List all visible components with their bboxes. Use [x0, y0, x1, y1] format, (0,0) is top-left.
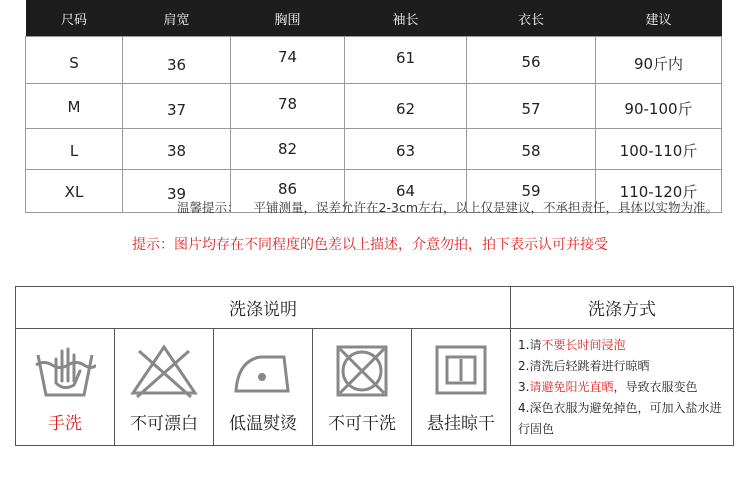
- wash-step-2: [518, 356, 730, 377]
- wash-method-title: 洗涤方式: [511, 287, 733, 329]
- care-instructions-title: 洗涤说明: [16, 287, 511, 329]
- sleeve-cell: 63: [345, 129, 467, 170]
- length-cell: 58: [467, 129, 596, 170]
- wash-step-1: [518, 335, 730, 356]
- table-row: [26, 37, 722, 84]
- size-cell: L: [26, 129, 123, 170]
- header-chest: 胸围: [231, 0, 345, 37]
- size-table-header: [26, 0, 722, 37]
- suggestion-cell: 90-100斤: [596, 84, 722, 129]
- size-cell: M: [26, 84, 123, 129]
- chest-cell: 86: [231, 170, 345, 213]
- step-text: 1.请: [518, 338, 542, 352]
- no-bleach-label: 不可漂白: [130, 414, 198, 434]
- wash-step-3: [518, 377, 730, 398]
- size-cell: XL: [26, 170, 123, 213]
- header-sleeve: 袖长: [345, 0, 467, 37]
- care-icon-low-iron: [214, 329, 313, 445]
- length-cell: 57: [467, 84, 596, 129]
- step-suffix: ，导致衣服变色: [613, 380, 698, 394]
- step-text: 3.: [518, 380, 530, 394]
- care-instructions-box: [15, 286, 734, 446]
- suggestion-cell: 100-110斤: [596, 129, 722, 170]
- shoulder-cell: 39: [123, 170, 231, 213]
- no-dry-clean-label: 不可干洗: [328, 414, 396, 434]
- note-text: 平铺测量，误差允许在2-3cm左右，以上仅是建议，不承担责任，具体以实物为准。: [253, 200, 718, 215]
- low-iron-label: 低温熨烫: [229, 414, 297, 434]
- note-label: 温馨提示：: [177, 200, 240, 215]
- measurement-note: [0, 198, 718, 216]
- chest-cell: 74: [231, 37, 345, 84]
- suggestion-cell: 90斤内: [596, 37, 722, 84]
- hang-dry-icon: [433, 343, 489, 399]
- header-suggestion: 建议: [596, 0, 722, 37]
- table-row: [26, 84, 722, 129]
- no-bleach-icon: [129, 343, 199, 399]
- step-text: 2.清洗后轻跳着进行晾晒: [518, 359, 650, 373]
- shoulder-cell: 36: [123, 37, 231, 84]
- sleeve-cell: 64: [345, 170, 467, 213]
- shoulder-cell: 37: [123, 84, 231, 129]
- care-icon-hang-dry: [412, 329, 511, 445]
- hand-wash-icon: [34, 343, 96, 401]
- care-icon-no-bleach: [115, 329, 214, 445]
- size-cell: S: [26, 37, 123, 84]
- care-icon-hand-wash: [16, 329, 115, 445]
- length-cell: 56: [467, 37, 596, 84]
- color-difference-warning: 提示：图片均存在不同程度的色差以上描述，介意勿拍，拍下表示认可并接受: [132, 237, 608, 253]
- step-text: 4.深色衣服为避免掉色，可加入盐水进行固色: [518, 401, 722, 436]
- length-cell: 59: [467, 170, 596, 213]
- hand-wash-label: 手洗: [48, 414, 82, 434]
- step-highlight: 不要长时间浸泡: [541, 338, 626, 352]
- size-table: [25, 0, 722, 213]
- chest-cell: 78: [231, 84, 345, 129]
- hang-dry-label: 悬挂晾干: [427, 414, 495, 434]
- shoulder-cell: 38: [123, 129, 231, 170]
- table-row: [26, 129, 722, 170]
- suggestion-cell: 110-120斤: [596, 170, 722, 213]
- header-length: 衣长: [467, 0, 596, 37]
- sleeve-cell: 62: [345, 84, 467, 129]
- chest-cell: 82: [231, 129, 345, 170]
- header-size: 尺码: [26, 0, 123, 37]
- care-icon-no-dry-clean: [313, 329, 412, 445]
- wash-method-steps: [518, 335, 730, 440]
- care-icons-row: [16, 329, 511, 445]
- low-iron-icon: [230, 343, 296, 399]
- wash-step-4: [518, 398, 730, 440]
- step-highlight: 请避免阳光直晒: [529, 380, 614, 394]
- header-shoulder: 肩宽: [123, 0, 231, 37]
- sleeve-cell: 61: [345, 37, 467, 84]
- no-dry-clean-icon: [332, 343, 392, 399]
